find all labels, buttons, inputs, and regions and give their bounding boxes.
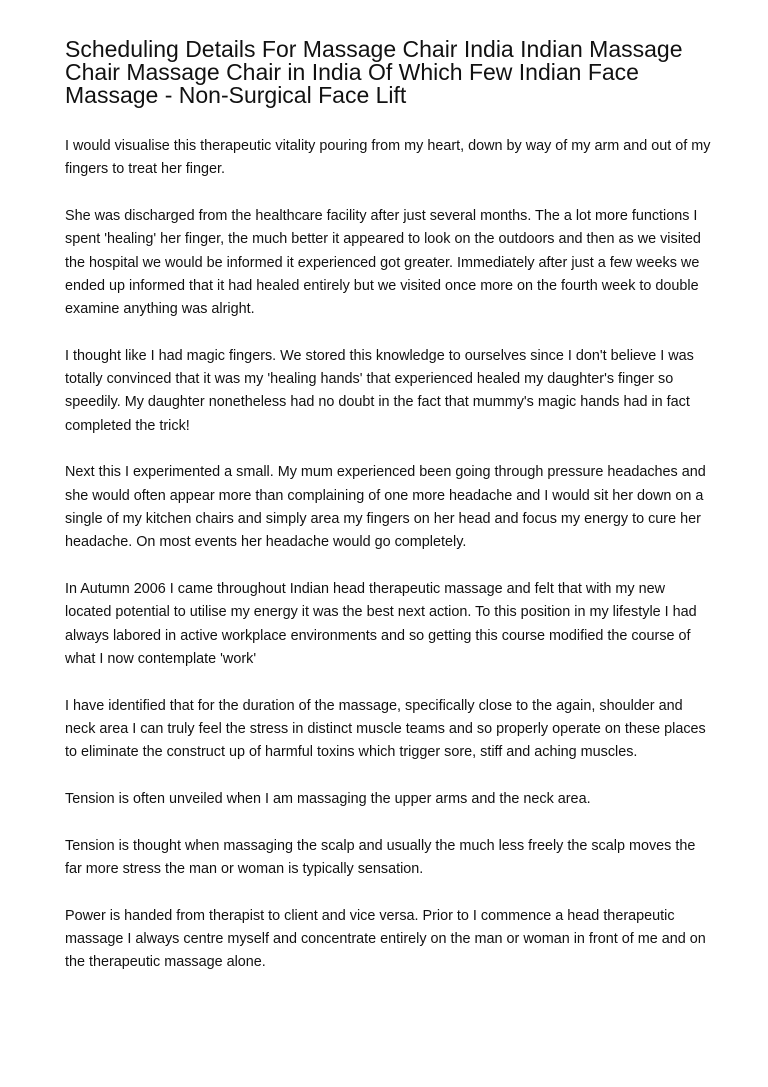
document-title: Scheduling Details For Massage Chair India Indian Massage Chair Massage Chair in India Of Which Few Indian Face Massage - Non-Surgical Face Lift	[65, 36, 683, 108]
paragraph-8: Tension is thought when massaging the scalp and usually the much less freely the scalp moves the far more stress the man or woman is typically sensation.	[65, 837, 696, 877]
paragraph-9: Power is handed from therapist to client and vice versa. Prior to I commence a head therapeutic massage I always centre myself and concentrate entirely on the man or woman in front of me and on the therapeutic massage alone.	[65, 907, 706, 971]
paragraph-7: Tension is often unveiled when I am massaging the upper arms and the neck area.	[65, 790, 591, 807]
paragraph-6: I have identified that for the duration of the massage, specifically close to the again, shoulder and neck area I can truly feel the stress in distinct muscle teams and so properly operate on these places to eliminate the construct up of harmful toxins which trigger sore, stiff and aching muscles.	[65, 697, 706, 761]
document-page	[65, 38, 715, 998]
paragraph-5: In Autumn 2006 I came throughout Indian head therapeutic massage and felt that with my new located potential to utilise my energy it was the best next action. To this position in my lifestyle I had always labored in active workplace environments and so getting this course modified the course of what I now contemplate 'work'	[65, 581, 697, 667]
paragraph-1: I would visualise this therapeutic vitality pouring from my heart, down by way of my arm and out of my fingers to treat her finger.	[65, 138, 711, 178]
paragraph-4: Next this I experimented a small. My mum experienced been going through pressure headaches and she would often appear more than complaining of one more headache and I would sit her down on a single of my kitchen chairs and simply area my fingers on her head and focus my energy to cure her headache. On most events her headache would go completely.	[65, 464, 706, 551]
paragraph-3: I thought like I had magic fingers. We stored this knowledge to ourselves since I don't believe I was totally convinced that it was my 'healing hands' that experienced healed my daughter's finger so speedily. My daughter nonetheless had no doubt in the fact that mummy's magic hands had in fact completed the trick!	[65, 347, 694, 434]
paragraph-2: She was discharged from the healthcare facility after just several months. The a lot more functions I spent 'healing' her finger, the much better it appeared to look on the outdoors and then as we visited the hospital we would be informed it experienced got greater. Immediately after just a few weeks we ended up informed that it had healed entirely but we visited once more on the fourth week to double examine anything was alright.	[65, 207, 701, 318]
